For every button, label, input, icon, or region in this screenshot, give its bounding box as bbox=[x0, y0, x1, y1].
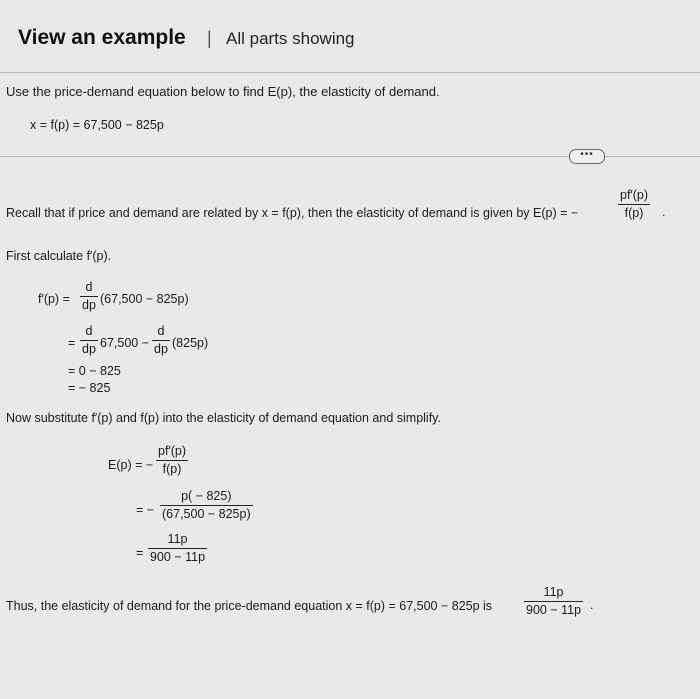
d-dp-operator bbox=[80, 324, 98, 357]
result-fraction bbox=[524, 585, 583, 618]
fraction-denominator: 900 − 11p bbox=[526, 603, 582, 617]
fraction-denominator: f(p) bbox=[162, 462, 182, 476]
fraction-bar bbox=[152, 340, 170, 341]
fraction-bar bbox=[80, 340, 98, 341]
deriv-line1-lhs: f′(p) = bbox=[38, 292, 70, 306]
fraction-bar bbox=[160, 505, 253, 506]
conclusion-period: . bbox=[590, 598, 594, 612]
formula-numerator: pf′(p) bbox=[620, 188, 649, 202]
fraction-denominator: 900 − 11p bbox=[150, 550, 206, 564]
deriv-line2-mid: 67,500 − bbox=[100, 336, 150, 350]
deriv-line4: = − 825 bbox=[68, 381, 111, 395]
elasticity-fraction-3 bbox=[148, 532, 207, 565]
elasticity-fraction-2 bbox=[160, 489, 253, 522]
problem-equation: x = f(p) = 67,500 − 825p bbox=[30, 118, 164, 132]
dp-denominator: dp bbox=[82, 298, 96, 312]
conclusion-text: Thus, the elasticity of demand for the price-demand equation x = f(p) = 67,500 − 825p is bbox=[6, 599, 493, 613]
d-dp-operator bbox=[152, 324, 170, 357]
fraction-bar bbox=[148, 548, 207, 549]
fraction-bar bbox=[524, 601, 583, 602]
expand-button[interactable]: ••• bbox=[569, 149, 605, 164]
fraction-numerator: 11p bbox=[167, 532, 188, 546]
elasticity-eq3: = bbox=[136, 546, 144, 560]
view-mode-label: All parts showing bbox=[226, 29, 355, 48]
elasticity-formula bbox=[618, 188, 650, 221]
page-title: View an example bbox=[18, 26, 186, 49]
d-numerator: d bbox=[157, 324, 165, 338]
fraction-bar bbox=[156, 460, 188, 461]
deriv-line2-eq: = bbox=[68, 336, 76, 350]
dp-denominator: dp bbox=[82, 342, 96, 356]
elasticity-eq2: = − bbox=[136, 503, 155, 517]
deriv-line2-rhs: (825p) bbox=[172, 336, 209, 350]
title-separator: | bbox=[207, 28, 212, 48]
fraction-denominator: (67,500 − 825p) bbox=[162, 507, 251, 521]
fraction-numerator: p( − 825) bbox=[181, 489, 232, 503]
d-numerator: d bbox=[85, 324, 93, 338]
elasticity-fraction-1 bbox=[156, 444, 188, 477]
elasticity-lhs: E(p) = − bbox=[108, 458, 154, 472]
fraction-numerator: pf′(p) bbox=[158, 444, 187, 458]
recall-period: . bbox=[662, 205, 666, 219]
fraction-numerator: 11p bbox=[543, 585, 564, 599]
d-dp-operator bbox=[80, 280, 98, 313]
step1-label: First calculate f′(p). bbox=[6, 249, 112, 263]
fraction-bar bbox=[80, 296, 98, 297]
recall-text: Recall that if price and demand are related by x = f(p), then the elasticity of demand is given by E(p) = − bbox=[6, 206, 579, 220]
deriv-line3: = 0 − 825 bbox=[68, 364, 121, 378]
step2-label: Now substitute f′(p) and f(p) into the elasticity of demand equation and simplify. bbox=[6, 411, 441, 425]
dp-denominator: dp bbox=[154, 342, 168, 356]
formula-denominator: f(p) bbox=[624, 206, 644, 220]
header-divider bbox=[0, 72, 700, 73]
fraction-bar bbox=[618, 204, 650, 205]
problem-prompt: Use the price-demand equation below to find E(p), the elasticity of demand. bbox=[6, 84, 440, 99]
d-numerator: d bbox=[85, 280, 93, 294]
deriv-line1-rhs: (67,500 − 825p) bbox=[100, 292, 189, 306]
